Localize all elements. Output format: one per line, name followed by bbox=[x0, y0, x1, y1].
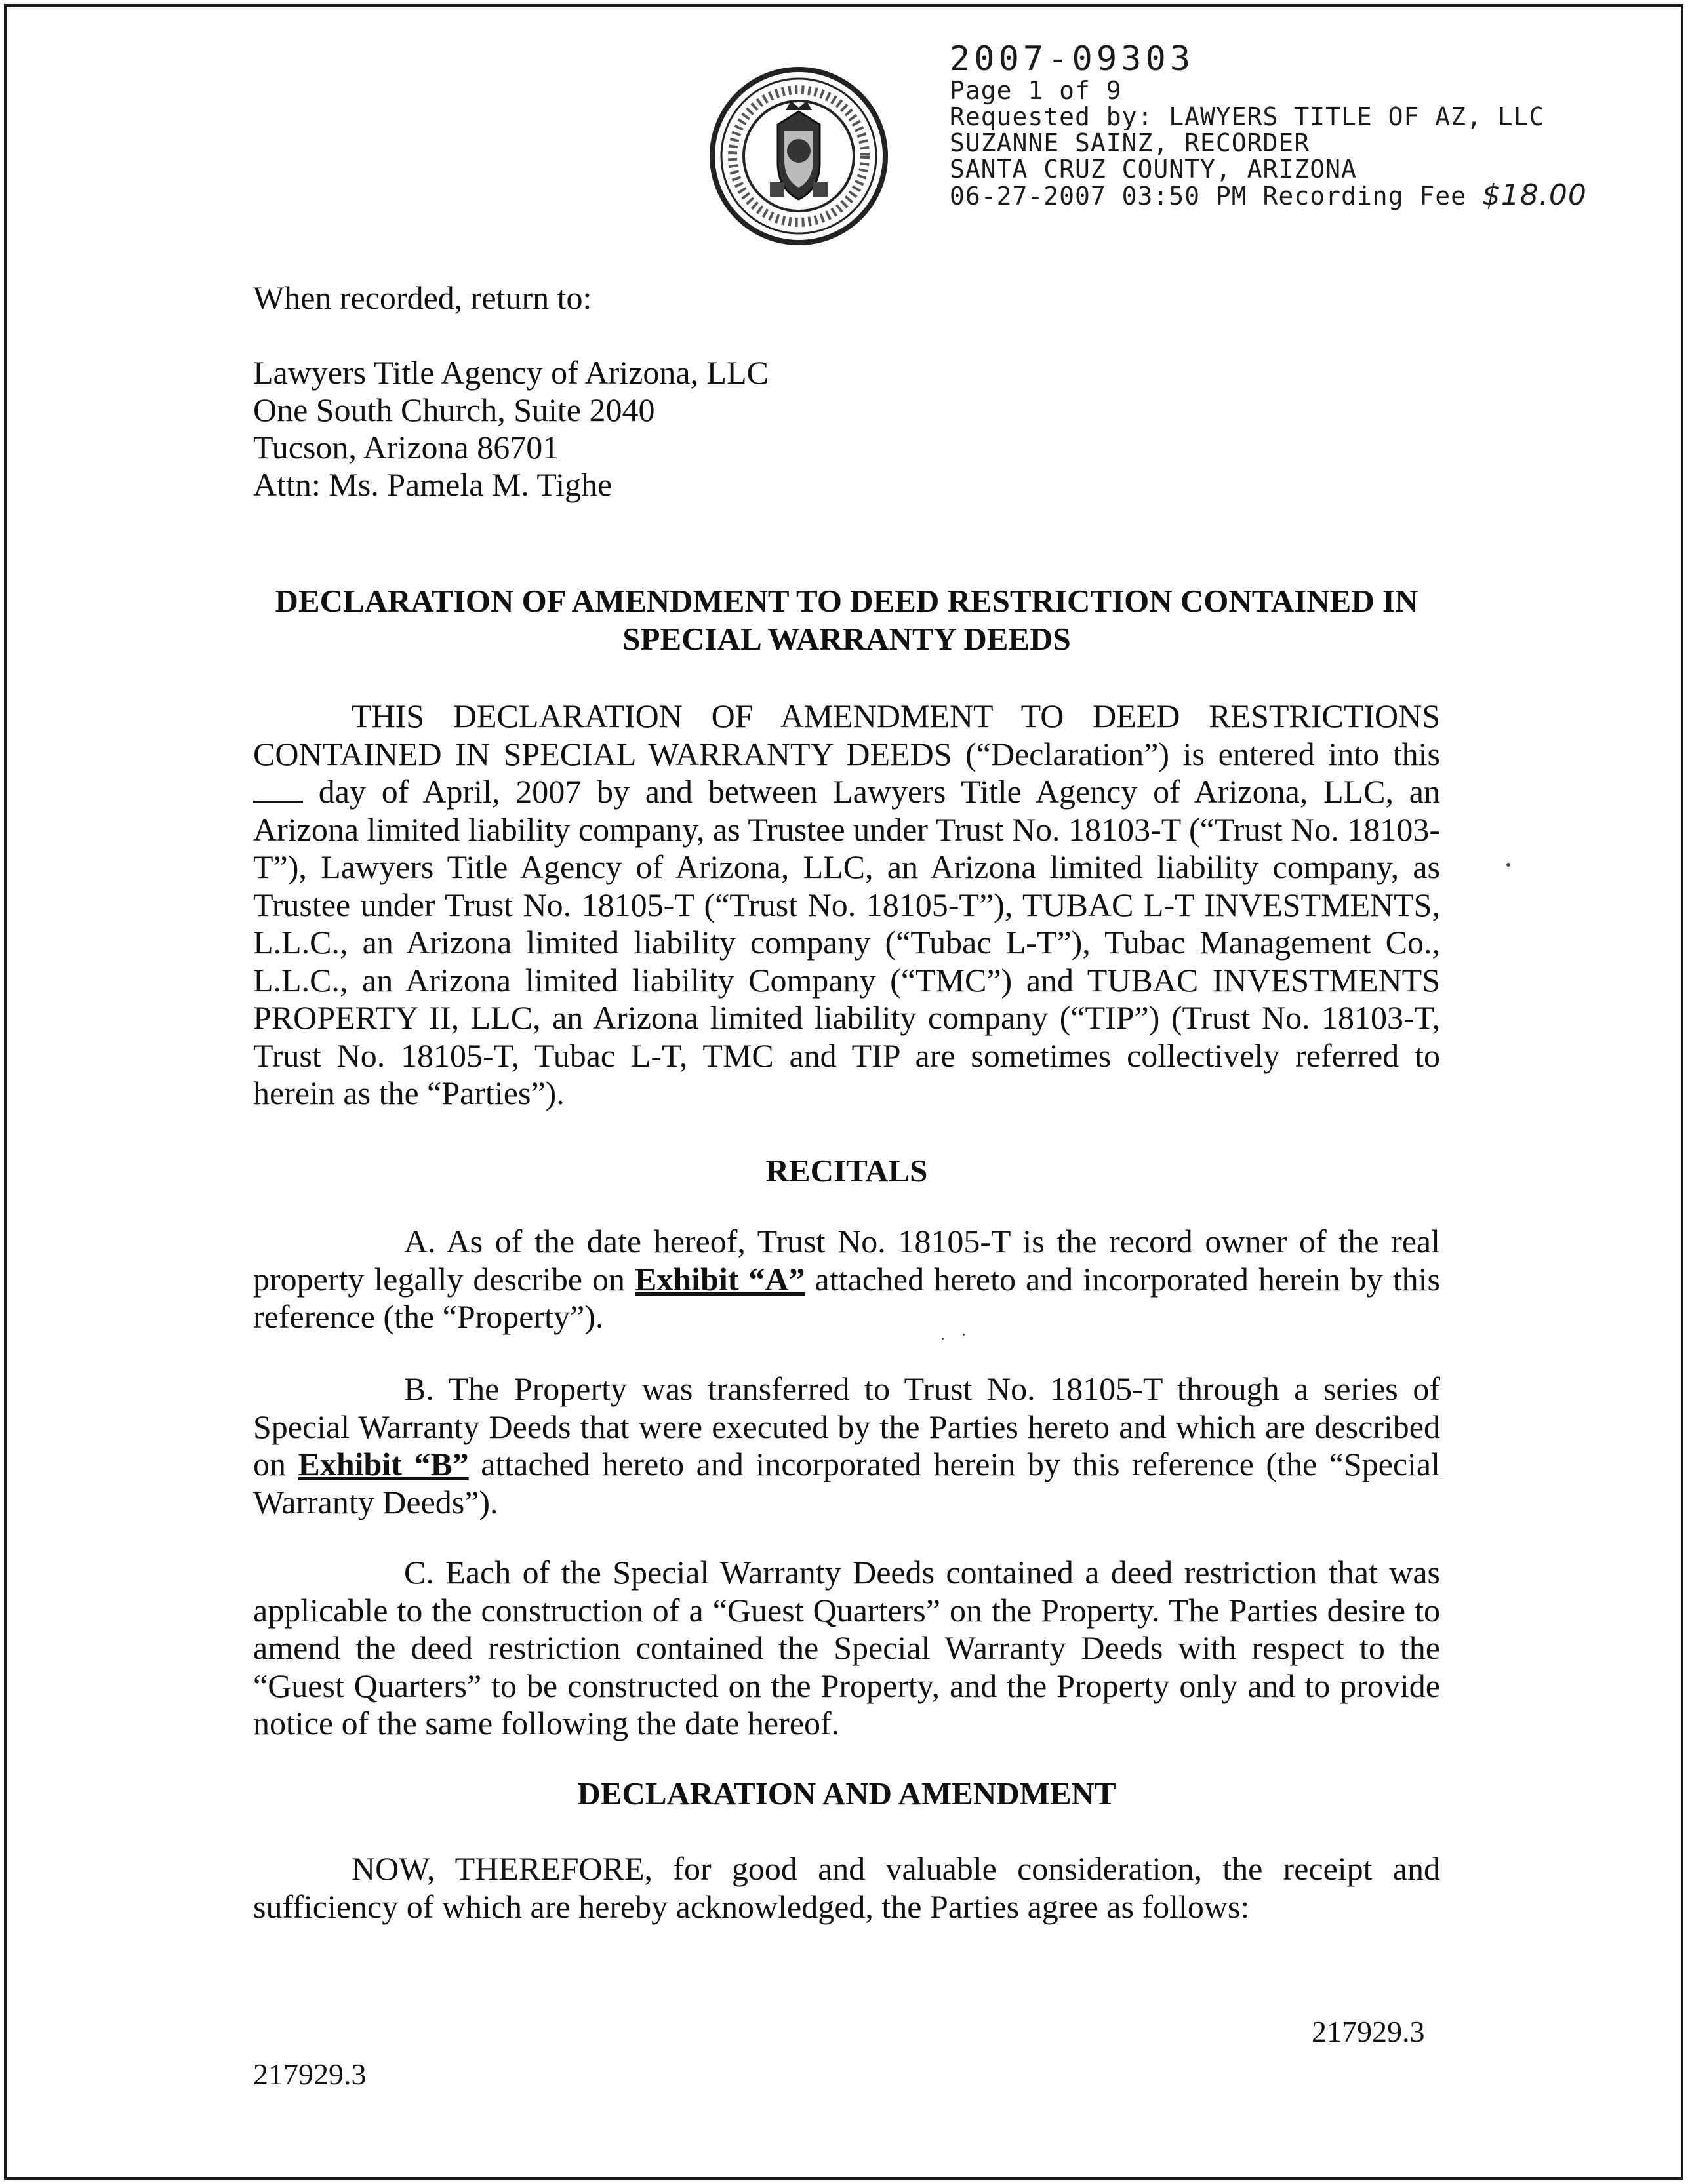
title-line: SPECIAL WARRANTY DEEDS bbox=[622, 621, 1071, 657]
document-number: 2007-09303 bbox=[950, 39, 1195, 79]
page-info: Page 1 of 9 bbox=[950, 76, 1122, 105]
requested-by: Requested by: LAWYERS TITLE OF AZ, LLC bbox=[950, 102, 1545, 131]
recital-a bbox=[253, 1223, 1440, 1336]
return-to-line: Lawyers Title Agency of Arizona, LLC bbox=[253, 354, 769, 391]
recorded-at: 06-27-2007 03:50 PM Recording Fee bbox=[950, 182, 1466, 210]
recital-text: attached hereto and incorporated herein by this reference (the “Property”). bbox=[253, 1260, 1440, 1335]
recital-text: attached hereto and incorporated herein by this reference (the “Special Warranty Deeds”). bbox=[253, 1446, 1441, 1520]
county-name: SANTA CRUZ COUNTY, ARIZONA bbox=[950, 155, 1357, 184]
recital-b bbox=[253, 1370, 1440, 1521]
recital-text: A. As of the date hereof, Trust No. 18105-T is the record owner of the real property legally describe on bbox=[253, 1223, 1440, 1298]
return-to-line: Tucson, Arizona 86701 bbox=[253, 429, 559, 466]
date-blank bbox=[253, 794, 303, 803]
return-to-line: Attn: Ms. Pamela M. Tighe bbox=[253, 466, 613, 503]
return-to-label: When recorded, return to: bbox=[253, 279, 592, 316]
exhibit-a-reference: Exhibit “A” bbox=[635, 1260, 805, 1298]
recorder-stamp bbox=[950, 39, 1587, 212]
scan-speck bbox=[963, 1334, 965, 1336]
scan-speck bbox=[942, 1338, 944, 1340]
recording-line bbox=[950, 178, 1587, 212]
now-therefore-paragraph: NOW, THEREFORE, for good and valuable consideration, the receipt and sufficiency of which are hereby acknowledged, the Parties agree as follows: bbox=[253, 1850, 1440, 1925]
intro-text: THIS DECLARATION OF AMENDMENT TO DEED RESTRICTIONS CONTAINED IN SPECIAL WARRANTY DEEDS (“Declaration”) is entered into this bbox=[253, 698, 1440, 772]
document-id-right: 217929.3 bbox=[1312, 2015, 1425, 2048]
recital-text: B. The Property was transferred to Trust No. 18105-T through a series of Special Warranty Deeds that were executed by the Parties hereto and which are described on bbox=[253, 1370, 1440, 1482]
exhibit-b-reference: Exhibit “B” bbox=[298, 1446, 469, 1482]
recital-c: C. Each of the Special Warranty Deeds contained a deed restriction that was applicable to the construction of a “Guest Quarters” on the Property. The Parties desire to amend the deed restriction contained the Special Warranty Deeds with respect to the “Guest Quarters” to be constructed on the Property, and the Property only and to provide notice of the same following the date hereof. bbox=[253, 1554, 1440, 1741]
recorder-name: SUZANNE SAINZ, RECORDER bbox=[950, 129, 1310, 157]
recitals-heading: RECITALS bbox=[765, 1153, 928, 1189]
intro-text: day of April, 2007 by and between Lawyers Title Agency of Arizona, LLC, an Arizona limited liability company, as Trustee under Trust No. 18103-T (“Trust No. 18103-T”), Lawyers Title Agency of Arizona, LLC, an Arizona limited liability company, as Trustee under Trust No. 18105-T (“Trust No. 18105-T”), TUBAC L-T INVESTMENTS, L.L.C., an Arizona limited liability company (“Tubac L-T”), Tubac Management Co., L.L.C., an Arizona limited liability Company (“TMC”) and TUBAC INVESTMENTS PROPERTY II, LLC, an Arizona limited liability company (“TIP”) (Trust No. 18103-T, Trust No. 18105-T, Tubac L-T, TMC and TIP are sometimes collectively referred to herein as the “Parties”). bbox=[253, 773, 1440, 1111]
scan-speck bbox=[1506, 863, 1510, 867]
county-seal-icon bbox=[707, 64, 891, 248]
document-id-left: 217929.3 bbox=[253, 2057, 367, 2091]
return-to-line: One South Church, Suite 2040 bbox=[253, 391, 655, 428]
document-title bbox=[253, 582, 1440, 658]
recording-fee: $18.00 bbox=[1481, 178, 1587, 212]
title-line: DECLARATION OF AMENDMENT TO DEED RESTRICTION CONTAINED IN bbox=[275, 583, 1418, 619]
declaration-heading: DECLARATION AND AMENDMENT bbox=[577, 1776, 1116, 1812]
intro-paragraph bbox=[253, 698, 1440, 1113]
